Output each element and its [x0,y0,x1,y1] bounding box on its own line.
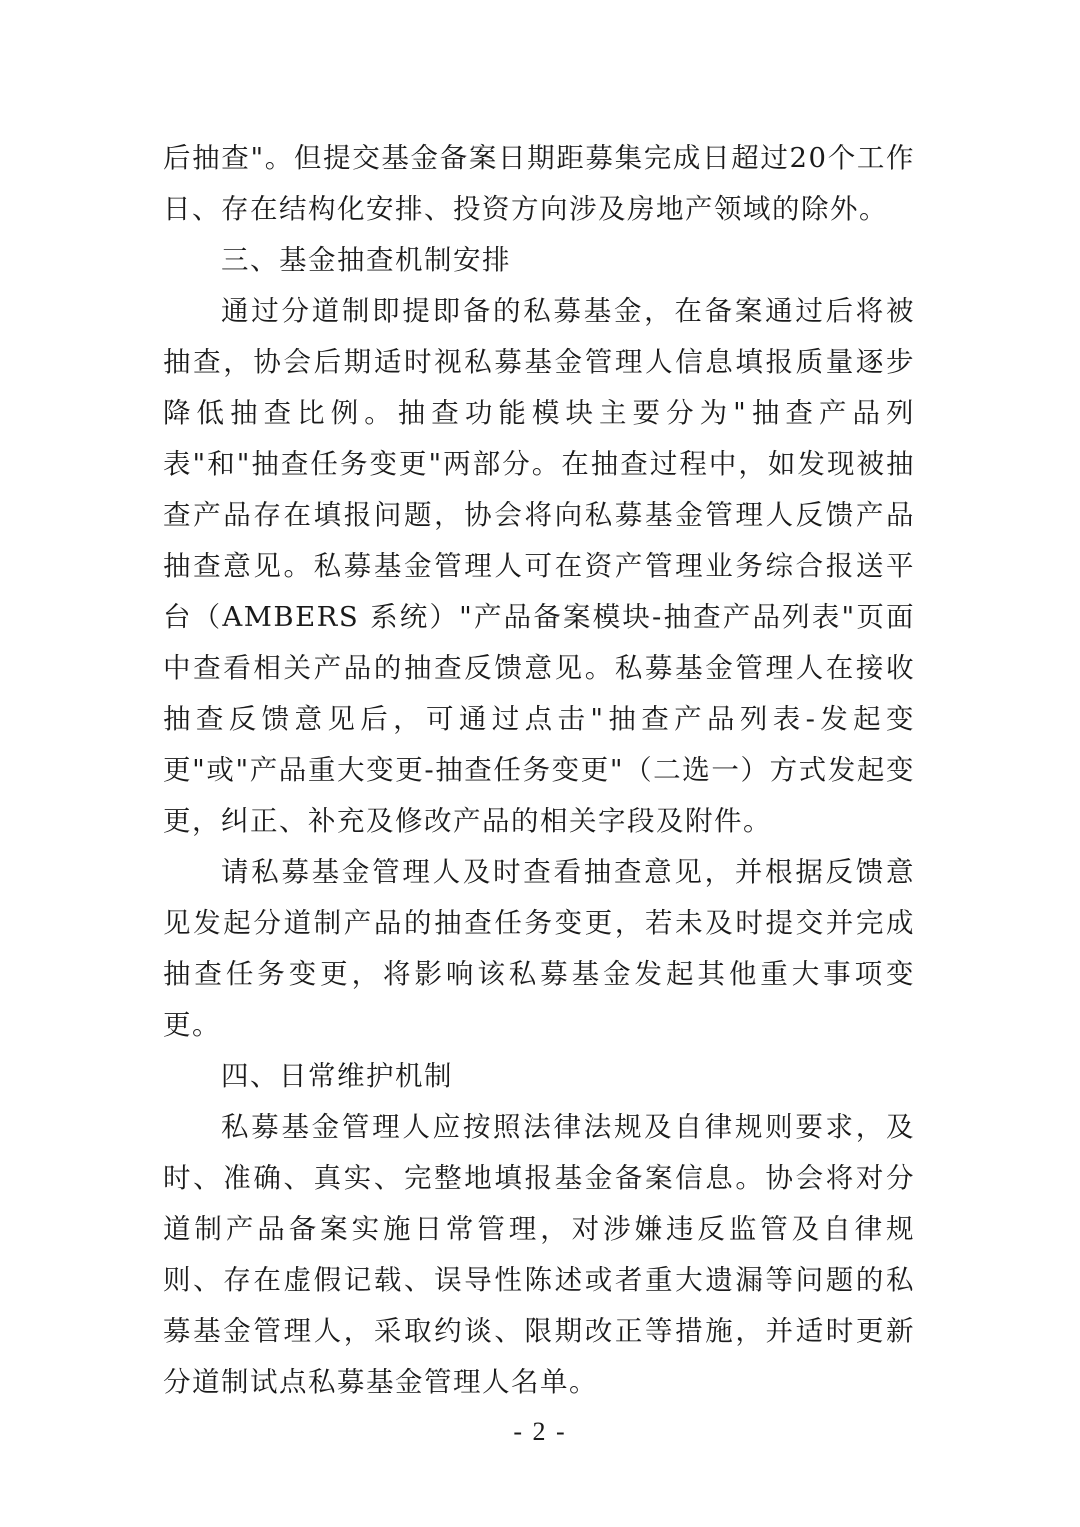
document-body [163,133,915,1408]
section-heading-4: 四、日常维护机制 [221,1060,453,1092]
paragraph-spot-check: 通过分道制即提即备的私募基金，在备案通过后将被抽查，协会后期适时视私募基金管理人信息填报质量逐步降低抽查比例。抽查功能模块主要分为"抽查产品列表"和"抽查任务变更"两部分。在抽查过程中，如发现被抽查产品存在填报问题，协会将向私募基金管理人反馈产品抽查意见。私募基金管理人可在资产管理业务综合报送平台（AMBERS 系统）"产品备案模块-抽查产品列表"页面中查看相关产品的抽查反馈意见。私募基金管理人在接收抽查反馈意见后，可通过点击"抽查产品列表-发起变更"或"产品重大变更-抽查任务变更"（二选一）方式发起变更，纠正、补充及修改产品的相关字段及附件。 [163,295,915,837]
paragraph-continuation: 后抽查"。但提交基金备案日期距募集完成日超过20个工作日、存在结构化安排、投资方向涉及房地产领域的除外。 [163,142,915,225]
paragraph-spot-check-notice: 请私募基金管理人及时查看抽查意见，并根据反馈意见发起分道制产品的抽查任务变更，若未及时提交并完成抽查任务变更，将影响该私募基金发起其他重大事项变更。 [163,856,915,1041]
page-number: - 2 - [513,1417,567,1446]
paragraph-maintenance: 私募基金管理人应按照法律法规及自律规则要求，及时、准确、真实、完整地填报基金备案信息。协会将对分道制产品备案实施日常管理，对涉嫌违反监管及自律规则、存在虚假记载、误导性陈述或者重大遗漏等问题的私募基金管理人，采取约谈、限期改正等措施，并适时更新分道制试点私募基金管理人名单。 [163,1111,915,1398]
section-heading-3: 三、基金抽查机制安排 [221,244,511,276]
